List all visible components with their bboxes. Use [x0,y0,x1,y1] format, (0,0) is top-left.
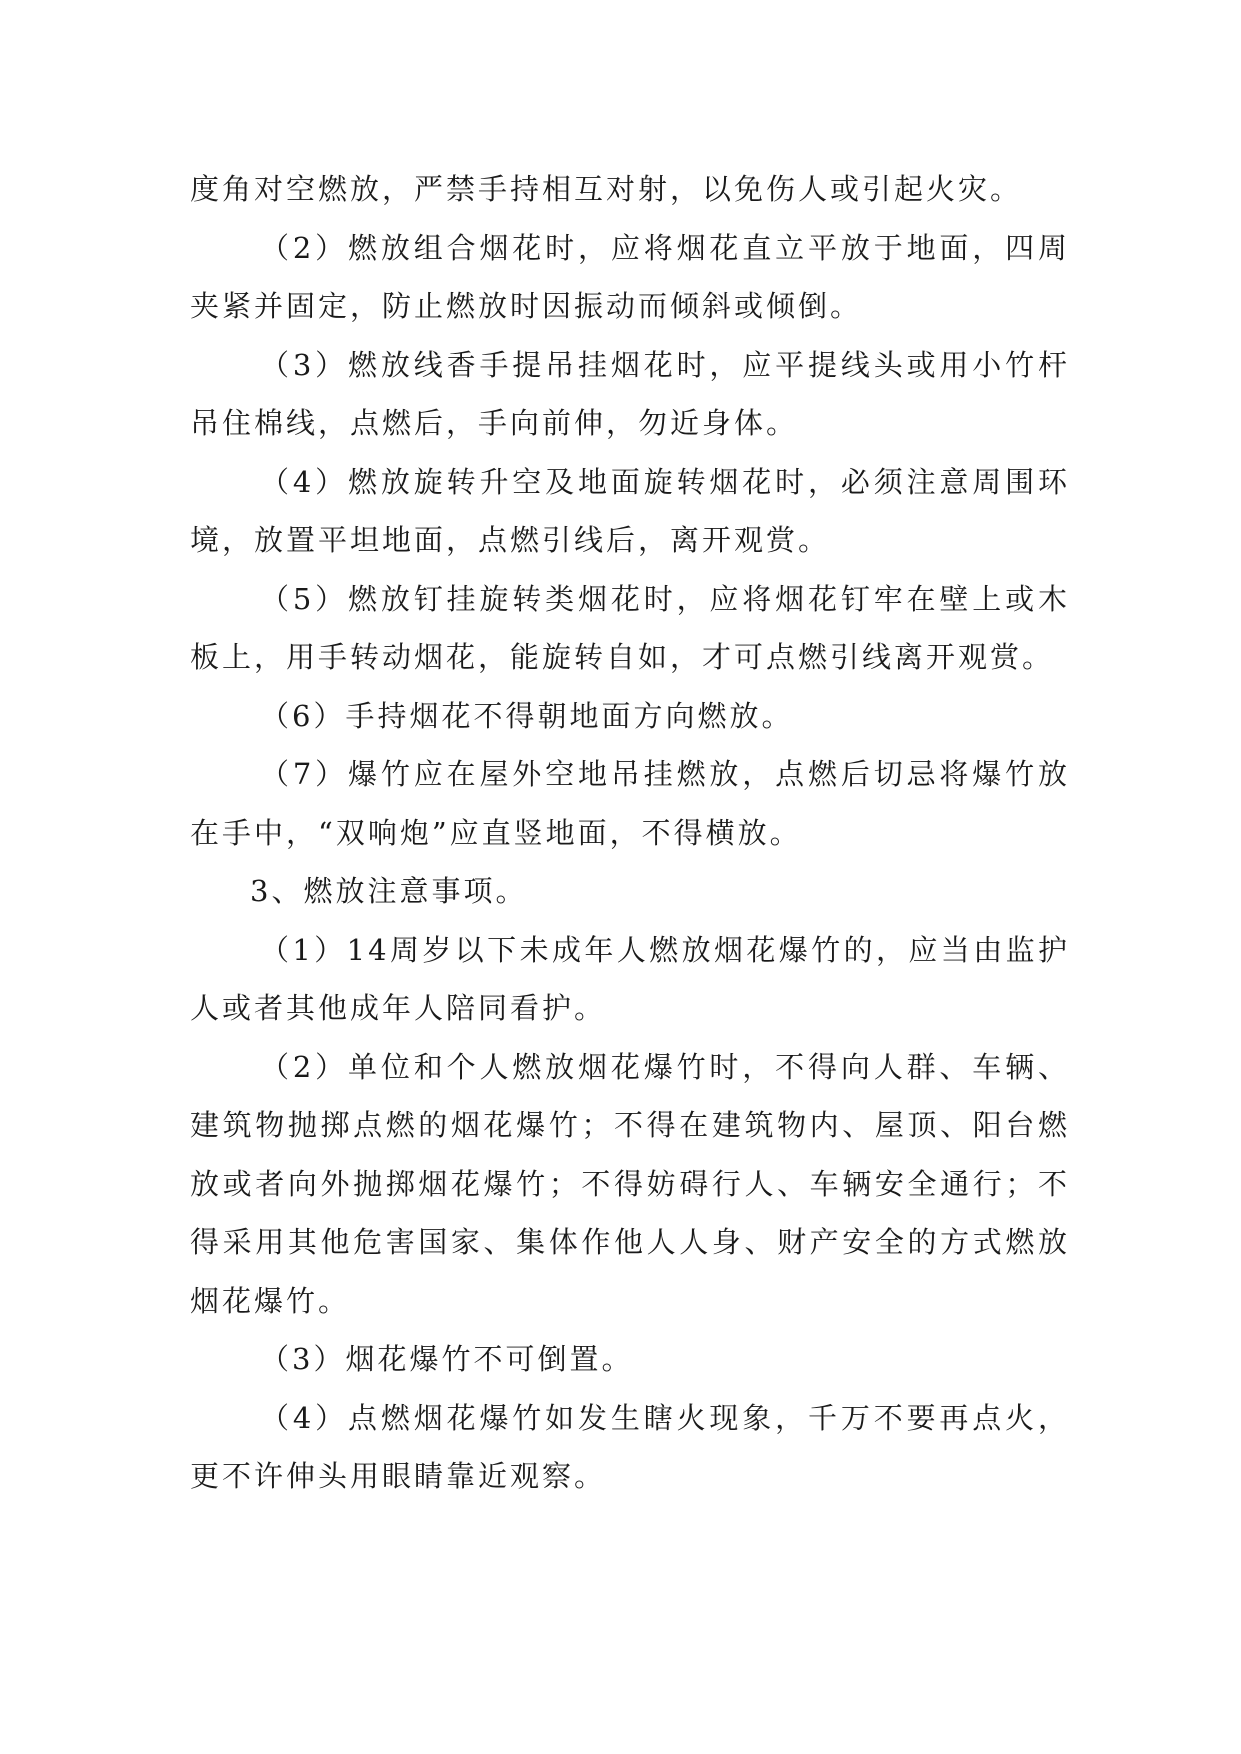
paragraph: （2）单位和个人燃放烟花爆竹时，不得向人群、车辆、建筑物抛掷点燃的烟花爆竹；不得在建筑物内、屋顶、阳台燃放或者向外抛掷烟花爆竹；不得妨碍行人、车辆安全通行；不得采用其他危害国家、集体作他人人身、财产安全的方式燃放烟花爆竹。 [190,1049,1070,1318]
paragraph: （3）烟花爆竹不可倒置。 [260,1342,634,1376]
paragraph: （1）14周岁以下未成年人燃放烟花爆竹的，应当由监护人或者其他成年人陪同看护。 [190,932,1070,1025]
paragraph: （4）燃放旋转升空及地面旋转烟花时，必须注意周围环境，放置平坦地面，点燃引线后，离开观赏。 [190,464,1070,557]
section-heading: 3、燃放注意事项。 [250,874,528,908]
paragraph: （5）燃放钉挂旋转类烟花时，应将烟花钉牢在壁上或木板上，用手转动烟花，能旋转自如，才可点燃引线离开观赏。 [190,581,1070,674]
document-body [190,160,1070,1506]
paragraph: 度角对空燃放，严禁手持相互对射，以免伤人或引起火灾。 [190,172,1023,206]
paragraph: （3）燃放线香手提吊挂烟花时，应平提线头或用小竹杆吊住棉线，点燃后，手向前伸，勿近身体。 [190,347,1070,440]
paragraph: （2）燃放组合烟花时，应将烟花直立平放于地面，四周夹紧并固定，防止燃放时因振动而倾斜或倾倒。 [190,230,1070,323]
paragraph: （6）手持烟花不得朝地面方向燃放。 [260,698,794,733]
paragraph: （4）点燃烟花爆竹如发生瞎火现象，千万不要再点火，更不许伸头用眼睛靠近观察。 [190,1400,1070,1493]
paragraph: （7）爆竹应在屋外空地吊挂燃放，点燃后切忌将爆竹放在手中，“双响炮”应直竖地面，不得横放。 [190,757,1070,850]
